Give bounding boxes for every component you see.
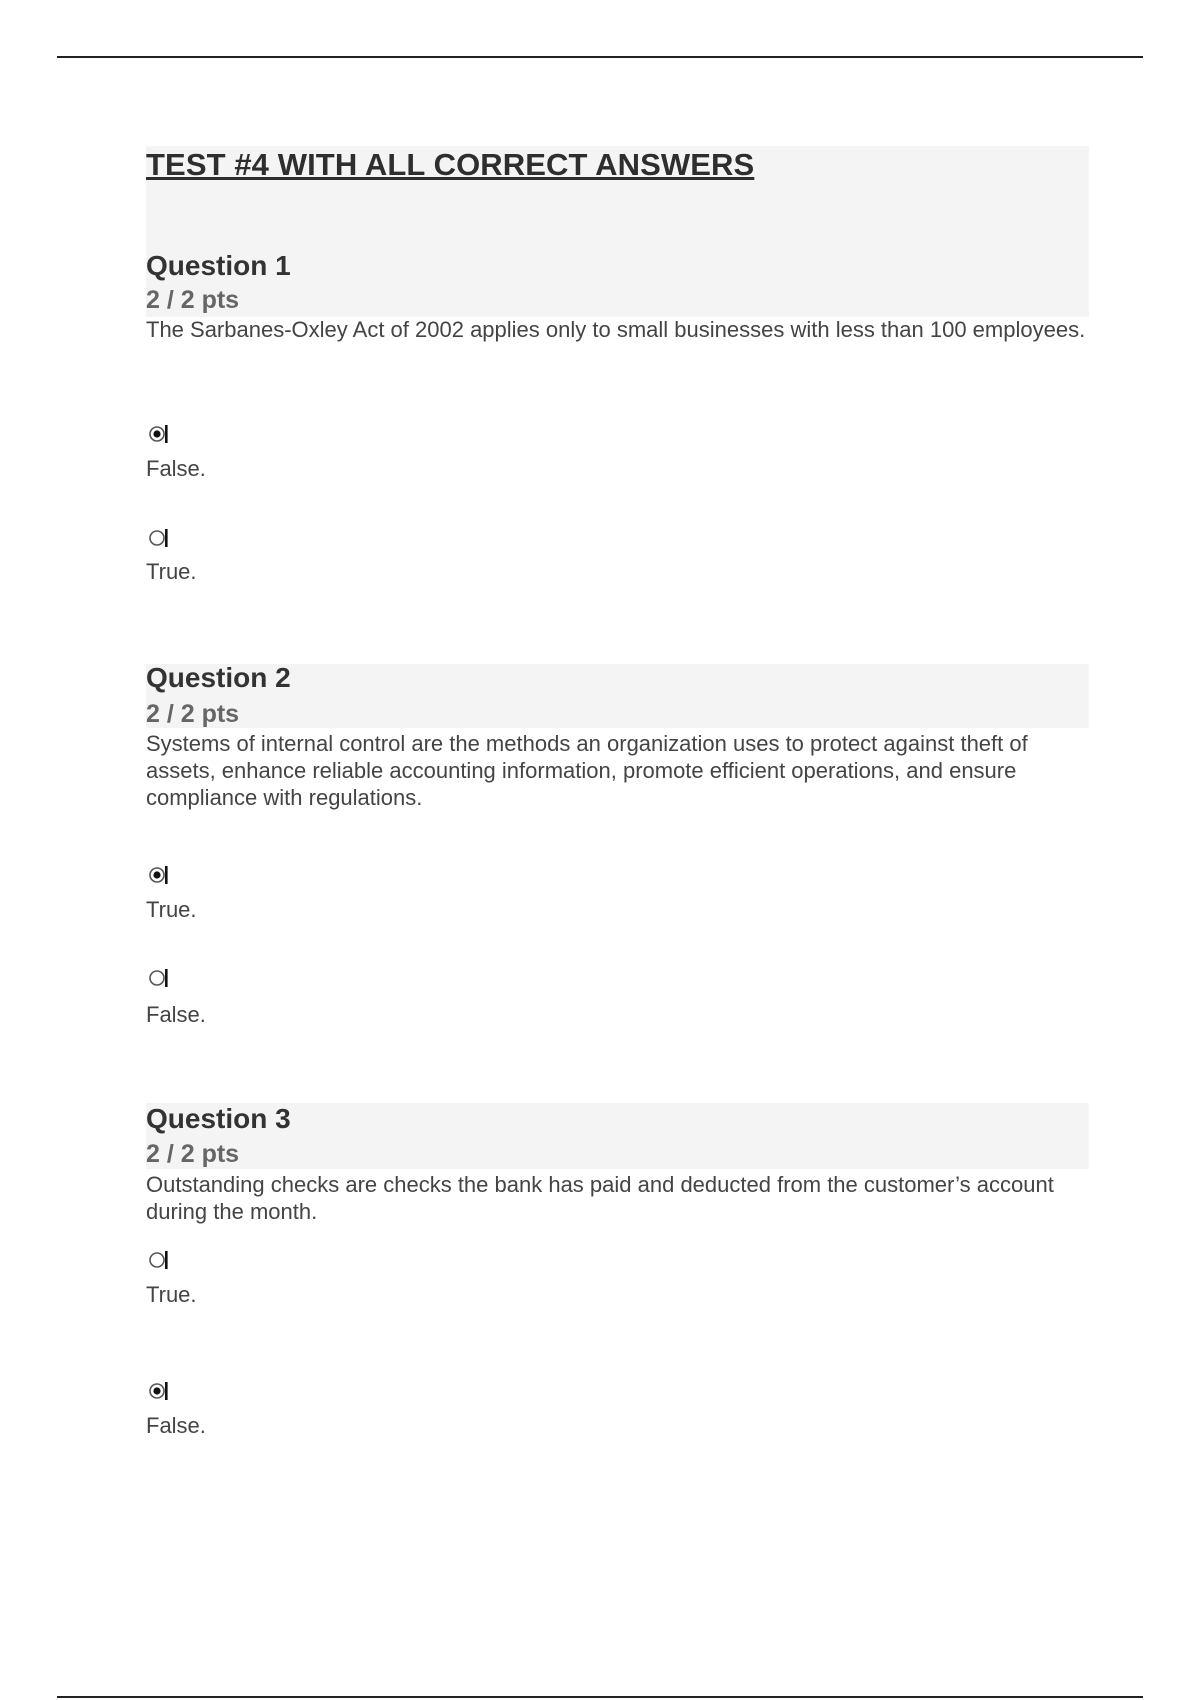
radio-selected-icon[interactable] xyxy=(148,865,170,885)
radio-unselected-icon[interactable] xyxy=(148,1250,170,1270)
answer-option-label: True. xyxy=(146,1282,197,1307)
question-heading: Question 3 xyxy=(146,1103,291,1134)
radio-unselected-icon[interactable] xyxy=(148,528,170,548)
question-points: 2 / 2 pts xyxy=(146,286,240,314)
question-heading: Question 2 xyxy=(146,662,291,693)
question-heading: Question 1 xyxy=(146,250,291,281)
question-points: 2 / 2 pts xyxy=(146,1140,240,1168)
page-title: TEST #4 WITH ALL CORRECT ANSWERS xyxy=(146,147,755,182)
answer-option-label: False. xyxy=(146,1413,206,1438)
radio-selected-icon[interactable] xyxy=(148,424,170,444)
top-rule xyxy=(57,56,1143,58)
bottom-rule xyxy=(57,1696,1143,1698)
radio-selected-icon[interactable] xyxy=(148,1381,170,1401)
question-text: Systems of internal control are the methods an organization uses to protect against theft of assets, enhance reliable accounting information, promote efficient operations, and ensure compliance with regulations. xyxy=(146,731,1028,810)
answer-option-label: True. xyxy=(146,897,197,922)
question-text: The Sarbanes-Oxley Act of 2002 applies only to small businesses with less than 100 employees. xyxy=(146,317,1086,342)
answer-option-label: False. xyxy=(146,1002,206,1027)
radio-unselected-icon[interactable] xyxy=(148,968,170,988)
question-text: Outstanding checks are checks the bank has paid and deducted from the customer’s account during the month. xyxy=(146,1172,1054,1224)
answer-option-label: False. xyxy=(146,456,206,481)
answer-option-label: True. xyxy=(146,559,197,584)
question-points: 2 / 2 pts xyxy=(146,700,240,728)
